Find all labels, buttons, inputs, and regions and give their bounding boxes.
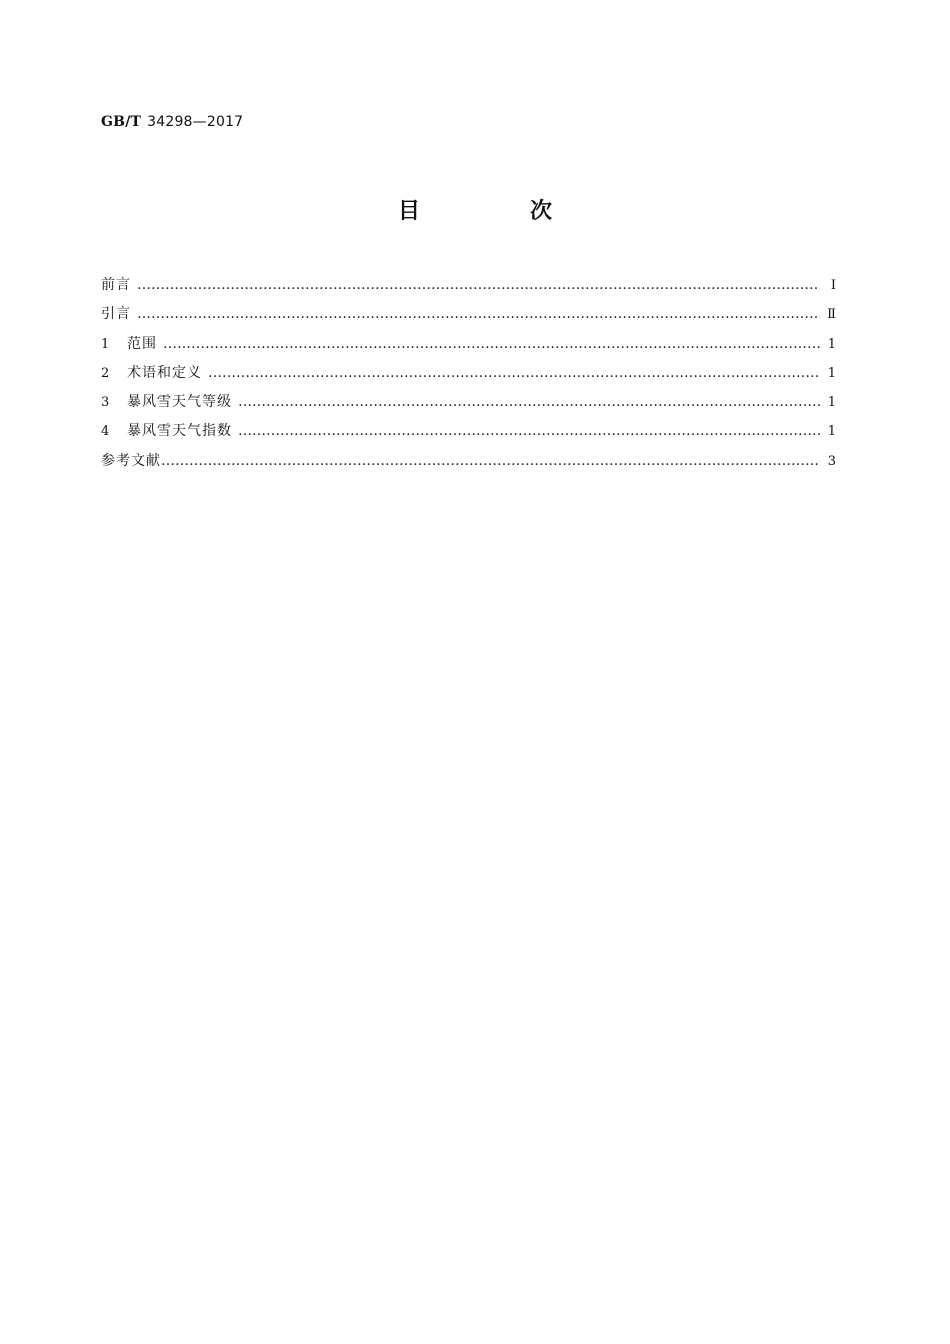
toc-number: 3: [101, 395, 110, 411]
toc-entry-references[interactable]: [101, 450, 836, 479]
toc-label: 引言: [101, 306, 131, 323]
dot-leader: [137, 306, 820, 322]
toc-label: 参考文献: [101, 452, 161, 469]
dot-leader: [238, 394, 820, 410]
toc-label: 范围: [127, 335, 157, 352]
toc-entry-foreword[interactable]: [101, 274, 836, 303]
dot-leader: [137, 277, 820, 293]
dot-leader: [161, 453, 820, 469]
standard-number: [101, 114, 243, 130]
standard-year: 34298—2017: [147, 114, 244, 130]
toc-label: 术语和定义: [127, 364, 202, 381]
toc-page: 1: [827, 336, 836, 352]
page-title: 目 次: [397, 199, 596, 224]
toc-label: 暴风雪天气指数: [127, 423, 232, 440]
toc-entry-introduction[interactable]: [101, 303, 836, 332]
dot-leader: [238, 423, 820, 439]
toc-page: 1: [827, 395, 836, 411]
toc-number: 2: [101, 365, 110, 381]
toc-number: 4: [101, 424, 110, 440]
toc-page: Ⅱ: [827, 307, 836, 323]
table-of-contents: [101, 274, 836, 479]
dot-leader: [163, 336, 820, 352]
toc-page: 1: [827, 424, 836, 440]
toc-entry-terms[interactable]: [101, 362, 836, 391]
toc-entry-index[interactable]: [101, 420, 836, 449]
toc-label: 前言: [101, 277, 131, 293]
toc-entry-grades[interactable]: [101, 391, 836, 420]
toc-page: 1: [827, 365, 836, 381]
toc-entry-scope[interactable]: [101, 333, 836, 362]
toc-page: Ⅰ: [830, 278, 836, 293]
toc-page: 3: [827, 453, 836, 469]
standard-code: GB/T: [101, 114, 142, 130]
dot-leader: [208, 365, 820, 381]
toc-label: 暴风雪天气等级: [127, 394, 232, 411]
toc-number: 1: [101, 336, 110, 352]
